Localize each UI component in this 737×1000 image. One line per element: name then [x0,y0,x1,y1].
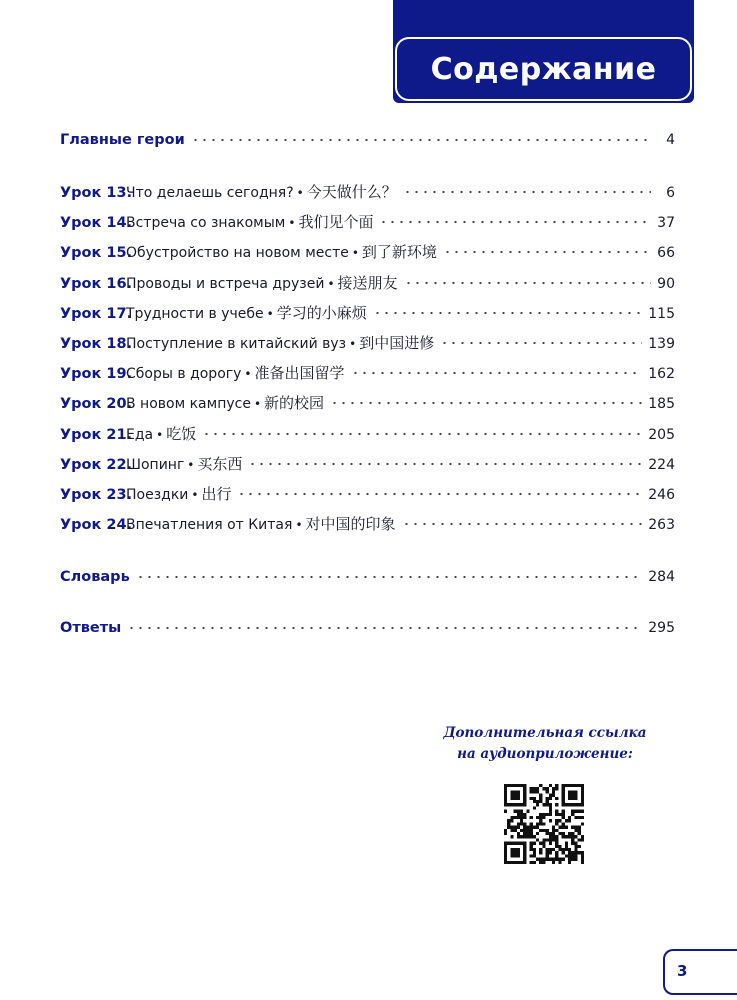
lesson-title-ru: Что делаешь сегодня? [126,185,294,201]
lesson-number: Урок 15. [60,245,133,261]
toc-entry-lesson[interactable] [60,241,675,263]
toc-page-number: 66 [657,245,675,261]
lesson-title-ru: Встреча со знакомым [126,215,286,231]
toc-page-number: 263 [648,517,675,533]
leader-dots [248,462,642,466]
leader-dots [443,250,651,254]
toc-entry-lesson[interactable] [60,181,675,203]
lesson-number: Урок 24. [60,517,133,533]
title-separator: • [244,367,252,381]
toc-page-number: 6 [666,185,675,201]
leader-dots [403,190,651,194]
toc-page-number: 224 [648,457,675,473]
lesson-title-cn: 买东西 [197,455,243,473]
leader-dots [127,626,642,630]
lesson-number: Урок 23. [60,487,133,503]
qr-code-icon[interactable] [504,784,584,864]
lesson-number: Урок 18. [60,336,133,352]
lesson-title-cn: 到了新环境 [361,243,437,261]
title-separator: • [296,186,304,200]
toc-entry-answers[interactable] [60,617,675,639]
toc-entry-lesson[interactable] [60,362,675,384]
toc-page-number: 295 [648,620,675,636]
title-separator: • [253,397,262,411]
lesson-title-ru: Обустройство на новом месте [126,245,349,261]
toc-page-number: 139 [648,336,675,352]
lesson-title-ru: Поступление в китайский вуз [126,336,347,352]
toc-page-number: 37 [657,215,675,231]
lesson-title-ru: Шопинг [126,457,185,473]
lesson-title-cn: 准备出国留学 [254,364,345,382]
title-separator: • [288,216,296,230]
toc-page-number: 246 [648,487,675,503]
lesson-title-cn: 今天做什么？ [306,183,397,201]
lesson-number: Урок 19. [60,366,133,382]
lesson-title-cn: 新的校园 [264,394,325,412]
page-number-tab [663,949,737,995]
leader-dots [373,311,643,315]
audio-note [440,723,650,765]
lesson-title-ru: Сборы в дорогу [126,366,242,382]
toc-entry-lesson[interactable] [60,332,675,354]
toc-page-number: 284 [648,569,675,585]
toc-entry-lesson[interactable] [60,483,675,505]
title-separator: • [351,246,359,260]
leader-dots [351,371,643,375]
lesson-number: Урок 13. [60,185,133,201]
toc-page-number: 205 [648,427,675,443]
lesson-title-cn: 我们见个面 [298,213,374,231]
toc-entry-label: Словарь [60,569,130,585]
title-separator: • [327,277,335,291]
title-separator: • [349,337,357,351]
lesson-title-cn: 对中国的印象 [305,515,396,533]
lesson-title-cn: 学习的小麻烦 [276,304,367,322]
title-separator: • [191,488,199,502]
toc-entry-lesson[interactable] [60,272,675,294]
toc-entry-lesson[interactable] [60,423,675,445]
title-separator: • [156,428,164,442]
title-separator: • [187,458,195,472]
lesson-title-ru: Еда [126,427,154,443]
leader-dots [237,492,642,496]
toc-entry-lesson[interactable] [60,513,675,535]
toc-entry-label: Ответы [60,620,122,636]
page-title: Содержание [430,51,657,87]
toc-entry-lesson[interactable] [60,302,675,324]
lesson-title-ru: Трудности в учебе [126,306,264,322]
leader-dots [191,138,651,142]
lesson-title-cn: 到中国进修 [359,334,435,352]
toc-page-number: 90 [657,276,675,292]
toc-entry-main-characters[interactable] [60,129,675,151]
header-tab [393,0,694,103]
lesson-title-cn: 接送朋友 [337,274,398,292]
toc-page-number: 4 [666,132,675,148]
leader-dots [379,220,651,224]
title-separator: • [266,307,274,321]
lesson-title-ru: Впечатления от Китая [126,517,293,533]
leader-dots [136,575,643,579]
toc-entry-lesson[interactable] [60,211,675,233]
lesson-title-ru: В новом кампусе [126,396,251,412]
leader-dots [404,281,651,285]
audio-note-line: на аудиоприложение: [457,746,633,762]
leader-dots [202,432,642,436]
lesson-title-ru: Проводы и встреча друзей [126,276,325,292]
toc-page-number: 115 [648,306,675,322]
lesson-title-cn: 出行 [201,485,232,503]
lesson-number: Урок 16. [60,276,133,292]
leader-dots [440,341,642,345]
toc-entry-dictionary[interactable] [60,566,675,588]
lesson-number: Урок 17. [60,306,133,322]
title-separator: • [295,518,303,532]
lesson-number: Урок 21. [60,427,133,443]
toc-page-number: 185 [648,396,675,412]
leader-dots [330,401,642,405]
toc-page-number: 162 [648,366,675,382]
toc-entry-lesson[interactable] [60,453,675,475]
toc-entry-label: Главные герои [60,132,185,148]
lesson-number: Урок 22. [60,457,133,473]
page-number: 3 [677,962,688,980]
lesson-title-cn: 吃饭 [166,425,197,443]
leader-dots [402,522,643,526]
toc-entry-lesson[interactable] [60,392,675,414]
lesson-number: Урок 14. [60,215,133,231]
audio-note-line: Дополнительная ссылка [443,725,647,741]
lesson-number: Урок 20. [60,396,133,412]
header-frame [395,37,692,101]
lesson-title-ru: Поездки [126,487,189,503]
